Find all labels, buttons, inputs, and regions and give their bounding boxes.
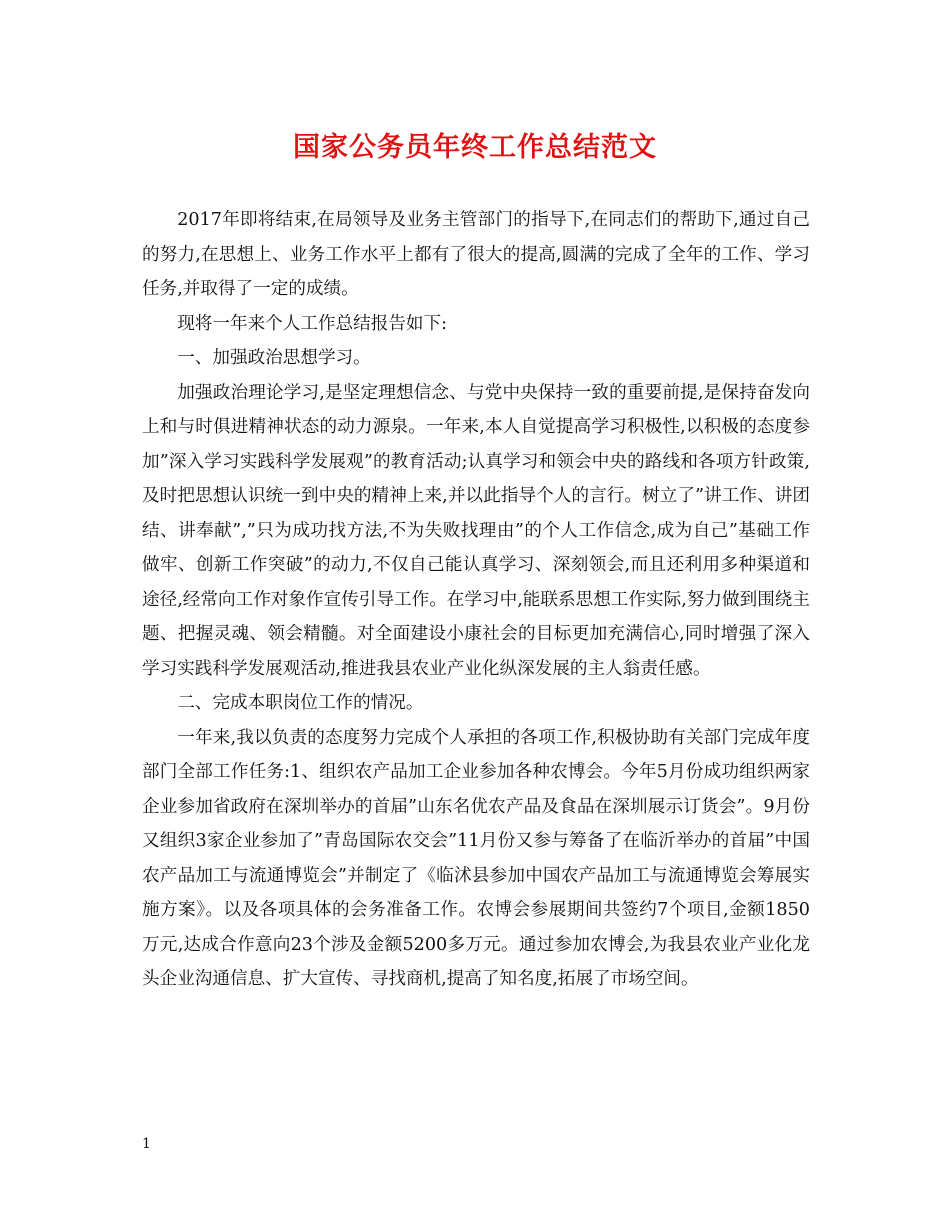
paragraph-report-lead: 现将一年来个人工作总结报告如下: [177,313,448,334]
paragraph-political-study: 加强政治理论学习,是坚定理想信念、与党中央保持一致的重要前提,是保持奋发向上和与时俱进精神状态的动力源泉。一年来,本人自觉提高学习积极性,以积极的态度参加”深入学习实践科学发展观”的教育活动;认真学习和领会中央的路线和各项方针政策,及时把思想认识统一到中央的精神上来,并以此指导个人的言行。树立了”讲工作、讲团结、讲奉献”,”只为成功找方法,不为失败找理由”的个人工作信念,成为自己”基础工作做牢、创新工作突破”的动力,不仅自己能认真学习、深刻领会,而且还利用多种渠道和途径,经常向工作对象作宣传引导工作。在学习中,能联系思想工作实际,努力做到围绕主题、把握灵魂、领会精髓。对全面建设小康社会的目标更加充满信心,同时增强了深入学习实践科学发展观活动,推进我县农业产业化纵深发展的主人翁责任感。 [142,382,810,679]
section-heading-2: 二、完成本职岗位工作的情况。 [177,693,424,713]
paragraph-intro: 2017年即将结束,在局领导及业务主管部门的指导下,在同志们的帮助下,通过自己的努力,在思想上、业务工作水平上都有了很大的提高,圆满的完成了全年的工作、学习任务,并取得了一定的成绩。 [142,210,810,299]
document-title: 国家公务员年终工作总结范文 [293,132,657,163]
document-body [142,203,810,997]
section-heading-1: 一、加强政治思想学习。 [177,348,371,368]
page-number: 1 [142,1136,151,1152]
paragraph-job-duties: 一年来,我以负责的态度努力完成个人承担的各项工作,积极协助有关部门完成年度部门全部工作任务:1、组织农产品加工企业参加各种农博会。今年5月份成功组织两家企业参加省政府在深圳举办的首届”山东名优农产品及食品在深圳展示订货会”。9月份又组织3家企业参加了”青岛国际农交会”11月份又参与筹备了在临沂举办的首届”中国农产品加工与流通博览会”并制定了《临沭县参加中国农产品加工与流通博览会筹展实施方案》。以及各项具体的会务准备工作。农博会参展期间共签约7个项目,金额1850万元,达成合作意向23个涉及金额5200多万元。通过参加农博会,为我县农业产业化龙头企业沟通信息、扩大宣传、寻找商机,提高了知名度,拓展了市场空间。 [142,727,810,989]
